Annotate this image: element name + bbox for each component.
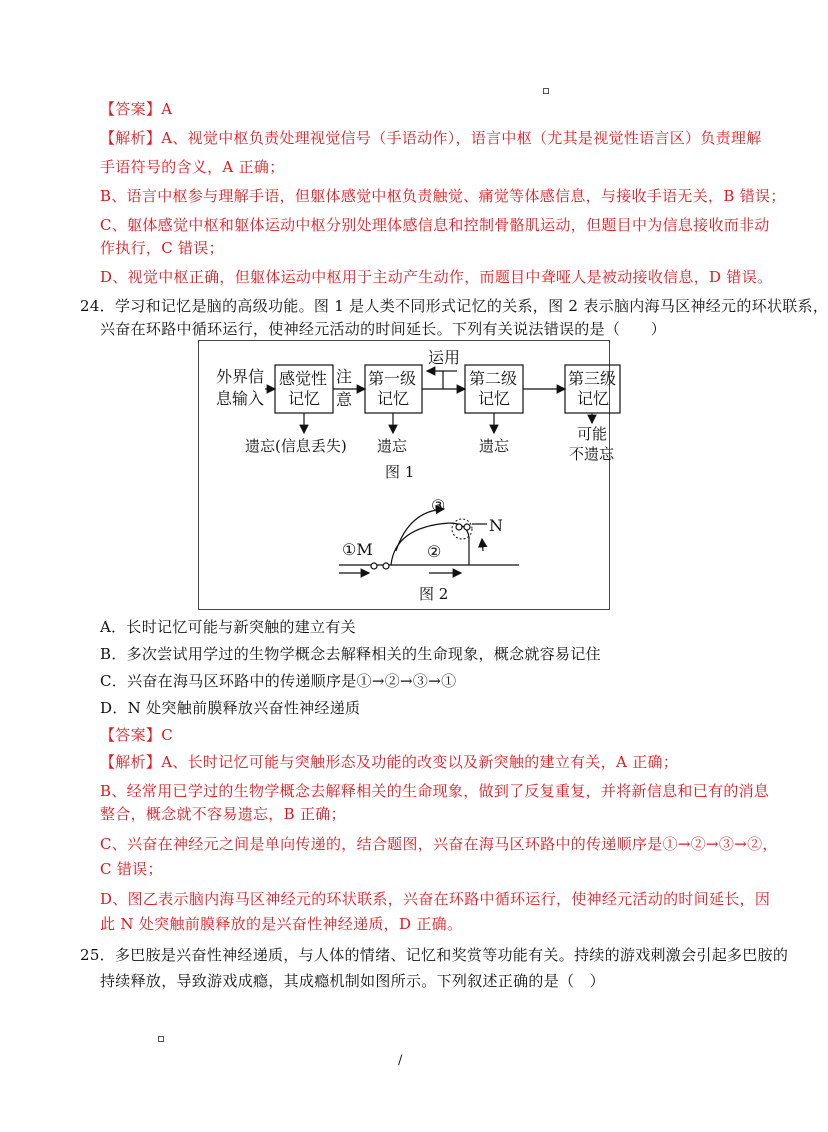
fig1-forget-text: 遗忘 xyxy=(377,437,408,455)
fig1-input-text: 息输入 xyxy=(216,389,265,408)
fig1-notforget-text: 可能 xyxy=(577,425,608,443)
fig1-forget-text: 遗忘 xyxy=(479,437,510,455)
fig2-m-label: ①M xyxy=(342,540,373,559)
fig1-forget-text: 遗忘(信息丢失) xyxy=(245,437,347,455)
q24-stem: 兴奋在环路中循环运行，使神经元活动的时间延长。下列有关说法错误的是（ ） xyxy=(100,320,667,338)
q25-stem: 持续释放，导致游戏成瘾，其成瘾机制如图所示。下列叙述正确的是（ ） xyxy=(100,972,605,990)
fig1-caption: 图 1 xyxy=(385,463,415,481)
q24-explain-line: B、经常用已学过的生物学概念去解释相关的生命现象，做到了反复重复，并将新信息和已有的消息 xyxy=(100,782,770,800)
q24-option: A．长时记忆可能与新突触的建立有关 xyxy=(100,618,356,636)
q23-explain-line: 手语符号的含义，A 正确； xyxy=(100,158,285,176)
q24-option: D．N 处突触前膜释放兴奋性神经递质 xyxy=(100,699,361,717)
fig1-second-text: 记忆 xyxy=(478,389,511,408)
q24-answer: 【答案】C xyxy=(100,726,173,744)
fig2-circle3: ③ xyxy=(431,496,446,515)
q24-explain-line: C、兴奋在神经元之间是单向传递的，结合题图，兴奋在海马区环路中的传递顺序是①→②→③→②， xyxy=(100,835,778,853)
page-footer: / xyxy=(398,1053,403,1068)
fig2-circle2: ② xyxy=(427,542,442,561)
q24-figure xyxy=(198,340,617,610)
bottom-marker-icon xyxy=(158,1036,164,1042)
fig1-attention-text: 注 xyxy=(336,367,353,386)
q23-explain-line: D、视觉中枢正确，但躯体运动中枢用于主动产生动作，而题目中聋哑人是被动接收信息，D 错误。 xyxy=(100,268,773,286)
fig1-first-text: 第一级 xyxy=(368,369,417,388)
q24-option: B．多次尝试用学过的生物学概念去解释相关的生命现象，概念就容易记住 xyxy=(100,645,601,663)
q23-answer: 【答案】A xyxy=(100,100,173,118)
q24-figure-svg xyxy=(199,341,617,609)
fig1-third-text: 记忆 xyxy=(577,389,610,408)
q23-explain-line: 【解析】A、视觉中枢负责处理视觉信号（手语动作），语言中枢（尤其是视觉性语言区）负责理解 xyxy=(100,129,762,147)
q23-explain-line: B、语言中枢参与理解手语，但躯体感觉中枢负责触觉、痛觉等体感信息，与接收手语无关，B 错误； xyxy=(100,187,786,205)
fig1-sensory-text: 感觉性 xyxy=(279,369,328,388)
q24-stem: 24．学习和记忆是脑的高级功能。图 1 是人类不同形式记忆的关系，图 2 表示脑内海马区神经元的环状联系， xyxy=(80,297,828,315)
fig1-attention-text: 意 xyxy=(336,390,353,409)
q24-explain-line: 此 N 处突触前膜释放的是兴奋性神经递质，D 正确。 xyxy=(100,915,463,933)
top-marker-icon xyxy=(543,88,549,94)
q24-option: C．兴奋在海马区环路中的传递顺序是①→②→③→① xyxy=(100,672,457,690)
fig2-n-label: N xyxy=(489,516,503,535)
q25-stem: 25．多巴胺是兴奋性神经递质，与人体的情绪、记忆和奖赏等功能有关。持续的游戏刺激会引起多巴胺的 xyxy=(80,946,789,964)
fig1-second-text: 第二级 xyxy=(469,369,518,388)
fig1-notforget-text: 不遗忘 xyxy=(569,445,615,463)
fig1-sensory-text: 记忆 xyxy=(288,389,321,408)
q24-explain-line: 【解析】A、长时记忆可能与突触形态及功能的改变以及新突触的建立有关，A 正确； xyxy=(100,753,679,771)
fig1-use-text: 运用 xyxy=(428,348,461,367)
q24-explain-line: 整合，概念就不容易遗忘，B 正确； xyxy=(100,805,346,823)
fig1-first-text: 记忆 xyxy=(377,389,410,408)
q24-explain-line: C 错误； xyxy=(100,860,163,878)
q23-explain-line: 作执行，C 错误； xyxy=(100,239,224,257)
fig1-input-text: 外界信 xyxy=(216,367,265,386)
q23-explain-line: C、躯体感觉中枢和躯体运动中枢分别处理体感信息和控制骨骼肌运动，但题目中为信息接收而非动 xyxy=(100,216,770,234)
fig1-third-text: 第三级 xyxy=(568,369,617,388)
fig2-caption: 图 2 xyxy=(419,585,449,603)
q24-explain-line: D、图乙表示脑内海马区神经元的环状联系，兴奋在环路中循环运行，使神经元活动的时间延长，因 xyxy=(100,890,771,908)
